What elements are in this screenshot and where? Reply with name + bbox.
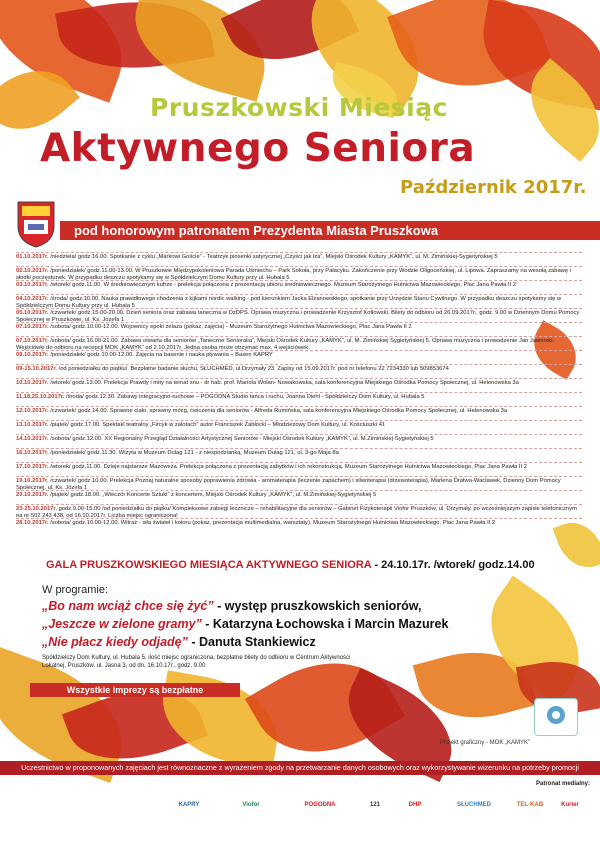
event-date: 19.10.2017r. (16, 477, 49, 484)
program-intro: W programie: (42, 584, 109, 596)
sponsor-logo: Kurier (561, 802, 579, 808)
event-date: 17.10.2017r. (16, 463, 49, 470)
event-row (16, 336, 582, 350)
program-item-title: „Bo nam wciąż chce się żyć” (42, 599, 214, 613)
event-date: 12.10.2017r. (16, 407, 49, 414)
program-item-performer: - Danuta Stankiewicz (187, 635, 316, 649)
event-text: /środa/ godz.12.30. Zabawy integracyjno-ruchowe – POGODNA Studio tańca i ruchu, Joanna Diehl - Spółdzielczy Dom Kultury, ul. Hubala 5 (65, 393, 425, 400)
event-text: /piątek/ godz.17.00. Spektakl teatralny „Fircyk w zalotach” autor Franciszek Zabłocki – Młodzieżowy Dom Kultury, ul. Kościuszki 41 (50, 421, 386, 428)
event-row (16, 266, 582, 280)
gala-heading (46, 559, 535, 571)
event-text: /poniedziałek/ godz.11.30. Wizyta w Muzeum Dulag 121 - z niespodzianką, Muzeum Dulag 121, ul. 3-go Maja 8a (50, 449, 339, 456)
event-row (16, 462, 582, 476)
event-date: 10.10.2017r. (16, 379, 49, 386)
sponsor-logo: SŁUCHMED (457, 802, 491, 808)
event-row (16, 252, 582, 266)
patronage-banner: pod honorowym patronatem Prezydenta Miasta Pruszkowa (60, 221, 600, 240)
event-text: /czwartek/ godz.14.00. Sprawne ciało, sprawny mózg, ćwiczenia dla seniorów - Alfreda Rumińska, sala konferencyjna Miejskiego Ośrodka Pomocy Społecznej, ul. Helenowska 3a (50, 407, 508, 414)
event-text: /środa/ godz.10.00. Nauka prawidłowego chodzenia z kijkami nordic walking - pod kierunkiem Jacka Elżanowskiego, spotkanie przy Urzędzie Stanu Cywilnego. W przypadku deszczu spotykamy się w Spółdzielczym Domu Kultury przy ul. Hubala 5 (16, 295, 562, 308)
event-date: 16.10.2017r. (16, 449, 49, 456)
sponsor-logo: KAPRY (178, 802, 200, 808)
event-date: 09-15.10.2017r. (16, 365, 57, 372)
event-row (16, 322, 582, 336)
sponsor-logo: Viofor (242, 802, 260, 808)
event-text: /wtorek/ godz.11.00. Dzieje najstarsze Mazowsza. Prelekcja połączona z prezentacją zabytków i ich rekonstrukcją. Muzeum Starożytnego Hutnictwa Mazowieckiego, Plac Jana Pawła II 2 (50, 463, 527, 470)
event-text: godz.9.00-15.00 /od poniedziałku do piątku/ Kompleksowe zabiegi lecznicze – rehabilitacyjne dla seniorów – Gabinet Fizykoterapii Viofor Pruszków, ul. Drzymały, po wcześniejszym zapisie telefonicznym na nr 502 243 438, od 16.10.2017r. Liczba miejsc ograniczona! (16, 505, 577, 518)
event-row (16, 308, 582, 322)
event-row (16, 448, 582, 462)
event-row (16, 294, 582, 308)
kamyk-logo-icon (534, 698, 578, 736)
gala-info: Spółdzielczy Dom Kultury, ul. Hubala 5, ilość miejsc ograniczona, bezpłatne bilety do odbioru w Centrum Aktywności Lokalnej, Pruszków, ul. Jasna 3, od dn. 16.10.17r., godz. 9.00 (42, 655, 351, 669)
consent-banner: Uczestnictwo w proponowanych zajęciach jest równoznaczne z wyrażeniem zgody na przetwarzanie danych osobowych oraz wykorzystywanie wizerunku na potrzeby promocji (0, 761, 600, 775)
event-date: 03.10.2017r. (16, 281, 49, 288)
program-item-performer: - występ pruszkowskich seniorów, (213, 599, 422, 613)
event-text: /sobota/ godz.16.00-21.00. Zabawa otwarta dla seniorów „Taneczne Senioralia”, Miejski Ośrodek Kultury „KAMYK”, ul. M. Zimińskiej Sygietyńskiej 5. Oprawa muzyczna i prowadzenie Jan Jaworski. Wejściówki do odbioru na recepcji MOK „KAMYK” od 2.10.2017r. Jedna osoba może otrzymać max. 4 wejściówek. (16, 337, 555, 350)
event-text: /sobota/ godz.10.00-12.00. Wojownicy epoki żelaza (pokaz, zajęcia) - Muzeum Starożytnego Hutnictwa Mazowieckiego, Plac Jana Pawła II 2 (50, 323, 412, 330)
gala-time: - 24.10.17r. /wtorek/ godz.14.00 (374, 559, 535, 571)
event-text: /piątek/ godz.18.00. „Wieczór Koncerte Sztuki” z koncertem, Miejski Ośrodek Kultury „KAMYK”, ul. M.Zimińskiej-Sygietyńskiej 5 (50, 491, 377, 498)
title-line-2: Aktywnego Seniora (40, 126, 476, 171)
event-date: 14.10.2017r. (16, 435, 49, 442)
program-item-performer: - Katarzyna Łochowska i Marcin Mazurek (201, 617, 449, 631)
event-text: /od poniedziałku do piątku/. Bezpłatne badanie słuchu, SŁUCHMED, ul.Drzymały 23. Zapisy od 15.09.2017r. pod nr telefonu 22 7234330 lub 509853674 (58, 365, 449, 372)
event-row (16, 406, 582, 420)
event-date: 05.10.2017r. (16, 309, 49, 316)
gala-title: GALA PRUSZKOWSKIEGO MIESIĄCA AKTYWNEGO SENIORA (46, 559, 372, 571)
event-row (16, 364, 582, 378)
title-line-3: Październik 2017r. (400, 177, 587, 198)
sponsor-logo: POGODNA (304, 802, 336, 808)
event-text: /poniedziałek/ godz.10.00-12.00. Zajęcia na basenie i nauka pływania – Basen KAPRY (50, 351, 273, 358)
event-date: 09.10.2017r. (16, 351, 49, 358)
event-date: 11,18,25.10.2017r. (16, 393, 65, 400)
event-text: /poniedziałek/ godz.11.00-13.00. W Pruszkowie Międzypokoleniowa Parada Uśmiechu – Park Sokoła, przy Pałacyku. Zakończenie przy Wodzie Oligoceńskiej, ul. Lipowa. Zapraszamy na wesołą zabawę i słodki poczęstunek. W przypadku deszczu spotykamy się w Spółdzielczym Domu Kultury przy ul. Hubala 5 (16, 267, 571, 280)
event-date: 01.10.2017r. (16, 253, 49, 260)
sponsor-logo: TEL-KAB (516, 802, 544, 808)
graphic-credit: Projekt graficzny - MOK „KAMYK” (440, 740, 531, 746)
event-date: 20.10.2017r. (16, 491, 49, 498)
event-row (16, 350, 582, 364)
program-item (42, 599, 422, 613)
sponsor-logo: DHP (408, 802, 422, 808)
sponsor-logo: 121 (369, 802, 380, 808)
event-row (16, 392, 582, 406)
event-date: 02.10.2017r. (16, 267, 49, 274)
event-date: 23-25.10.2017r. (16, 505, 57, 512)
event-date: 13.10.2017r. (16, 421, 49, 428)
program-item (42, 635, 316, 649)
event-text: /wtorek/ godz.11.00. W średniowiecznym kufrze - prelekcja połączona z prezentacją ubioru średniowiecznego. Muzeum Starożytnego Hutnictwa Mazowieckiego, Plac Jana Pawła II 2 (50, 281, 516, 288)
event-row (16, 490, 582, 504)
event-date: 07.10.2017r. (16, 323, 49, 330)
free-events-banner: Wszystkie imprezy są bezpłatne (30, 683, 240, 697)
event-date: 07.10.2017r. (16, 337, 49, 344)
program-item-title: „Jeszcze w zielone gramy” (42, 617, 202, 631)
program-item (42, 617, 448, 631)
event-text: /czwartek/ godz.10.00. Prelekcja Poznaj naturalne sposoby poprawienia zdrowia - aromaterapia (leczenie zapachem) i silwoterapia (drzewoterapia), Marlena Dratwa-Waclawek, Dzienny Dom Pomocy Społecznej, ul. Ks. Józefa 1 (16, 477, 561, 490)
event-row (16, 420, 582, 434)
event-text: /niedziela/ godz.16.00. Spotkanie z cyklu „Markowi Goście” - Teatrzyk piosenki satyrycznej „Czyści jak łza”, Miejski Ośrodek Kultury „KAMYK”, ul. M. Zimińskiej-Sygietyńskiej 5 (50, 253, 498, 260)
event-date: 04.10.2017r. (16, 295, 49, 302)
title-line-1: Pruszkowski Miesiąc (150, 93, 448, 122)
event-row (16, 378, 582, 392)
event-row (16, 280, 582, 294)
event-text: /sobota/ godz.10.00-12.00. Witraż - siła świateł i koloru (pokaz, prezentacja multimedialna, warsztaty), Muzeum Starożytnego Hutnictwa Mazowieckiego, Plac Jana Pawła II 2 (50, 519, 496, 526)
event-row (16, 504, 582, 518)
event-date: 28.10.2017r. (16, 519, 49, 526)
event-row (16, 476, 582, 490)
event-text: /sobota/ godz.12.00. XX Regionalny Przegląd Działalności Artystycznej Seniorów - Miejski Ośrodek Kultury „KAMYK”, ul. M.Zimińskiej-Sygietyńskiej 5 (50, 435, 434, 442)
coat-of-arms-icon (16, 200, 56, 248)
event-text: /czwartek/ godz.15.00-20.00. Dzień seniora oraz zabawa taneczna w DzDPS. Oprawa muzyczna i prowadzenie Krzysztof Kotłowski. Bilety do odbioru od 26.09.2017r., godz. 9.00 w Dziennym Domu Pomocy Społecznej w Pruszkowie, ul. Ks. Józefa 1 (16, 309, 580, 322)
event-row (16, 518, 582, 532)
event-row (16, 434, 582, 448)
media-patrons-title: Patronat medialny: (536, 781, 591, 787)
event-list (16, 252, 582, 532)
program-item-title: „Nie płacz kiedy odjadę” (42, 635, 188, 649)
event-text: /wtorek/ godz.13.00. Prelekcja Prawdy i mity na temat snu - dr hab. prof. Mariola Wolan- Nowakowska, sala konferencyjna Miejskiego Ośrodka Pomocy Społecznej, ul. Helenowska 3a (50, 379, 519, 386)
